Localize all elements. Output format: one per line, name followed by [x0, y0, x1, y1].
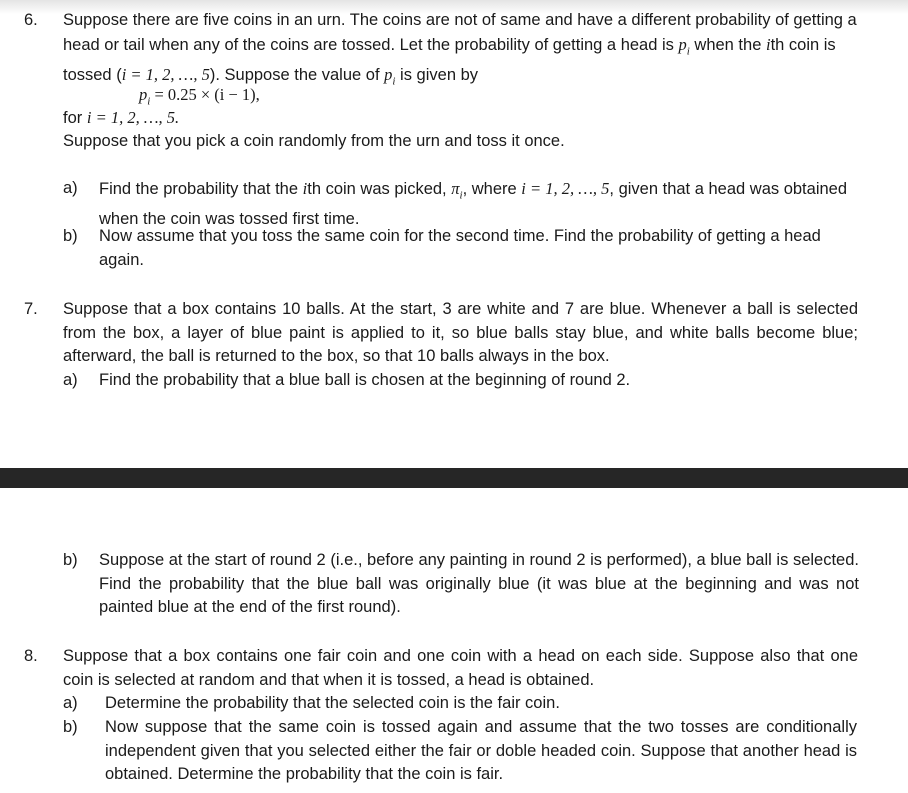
page-break-bar [0, 468, 908, 488]
q8-number: 8. [24, 647, 38, 665]
q6-for-range: for i = 1, 2, …, 5. [63, 108, 180, 127]
q8a-label: a) [63, 694, 78, 712]
q6a-label: a) [63, 179, 78, 197]
q8a-text: Determine the probability that the selected coin is the fair coin. [105, 694, 560, 712]
q6a-text: Find the probability that the ith coin was picked, $\pi_i$, where i = 1, 2, …, 5, given that a head was obtained when the coin was tossed first time. [99, 179, 848, 228]
q6a-i: i [302, 179, 308, 198]
q6-number: 6. [24, 11, 38, 29]
q6b-label: b) [63, 227, 78, 245]
q7-intro: Suppose that a box contains 10 balls. At the start, 3 are white and 7 are blue. Whenever a ball is selected from the box, a layer of blue paint is applied to it, so blue balls stay blue, and white balls become blue; afterward, the ball is returned to the box, so that 10 balls always in the box. [63, 300, 858, 365]
q6-pick-text: Suppose that you pick a coin randomly from the urn and toss it once. [63, 132, 565, 150]
q6-formula: $p_i = 0.25 \times (i - 1)$, [139, 85, 260, 108]
q6-pi-sub: i [392, 75, 396, 88]
q6-intro: Suppose there are five coins in an urn. The coins are not of same and have a different probability of getting a head or tail when any of the coins are tossed. Let the probability of getting a head is $p_i$ when the ith coin is tossed (i = 1, 2, …, 5). Suppose the value of $p_i$ is given by [63, 11, 857, 88]
q7b-label: b) [63, 551, 78, 569]
q6b-text: Now assume that you toss the same coin for the second time. Find the probability of getting a head again. [99, 227, 821, 269]
q6a-pi-sub: i [459, 189, 463, 202]
q7-number: 7. [24, 300, 38, 318]
q7b-text: Suppose at the start of round 2 (i.e., before any painting in round 2 is performed), a blue ball is selected. Find the probability that the blue ball was originally blue (it was blue at the beginning and was not painted blue at the end of the first round). [99, 551, 859, 616]
q8-intro: Suppose that a box contains one fair coin and one coin with a head on each side. Suppose also that one coin is selected at random and that when it is tossed, a head is obtained. [63, 647, 858, 689]
q7a-label: a) [63, 371, 78, 389]
q6-pi-symbol: p [384, 65, 393, 85]
q7a-text: Find the probability that a blue ball is chosen at the beginning of round 2. [99, 371, 631, 389]
q8b-text: Now suppose that the same coin is tossed again and assume that the two tosses are conditionally independent given that you selected either the fair or doble headed coin. Suppose that another head is obtained. Determine the probability that the coin is fair. [105, 718, 857, 783]
q6-formula-sub: i [147, 95, 151, 108]
q8b-label: b) [63, 718, 78, 736]
